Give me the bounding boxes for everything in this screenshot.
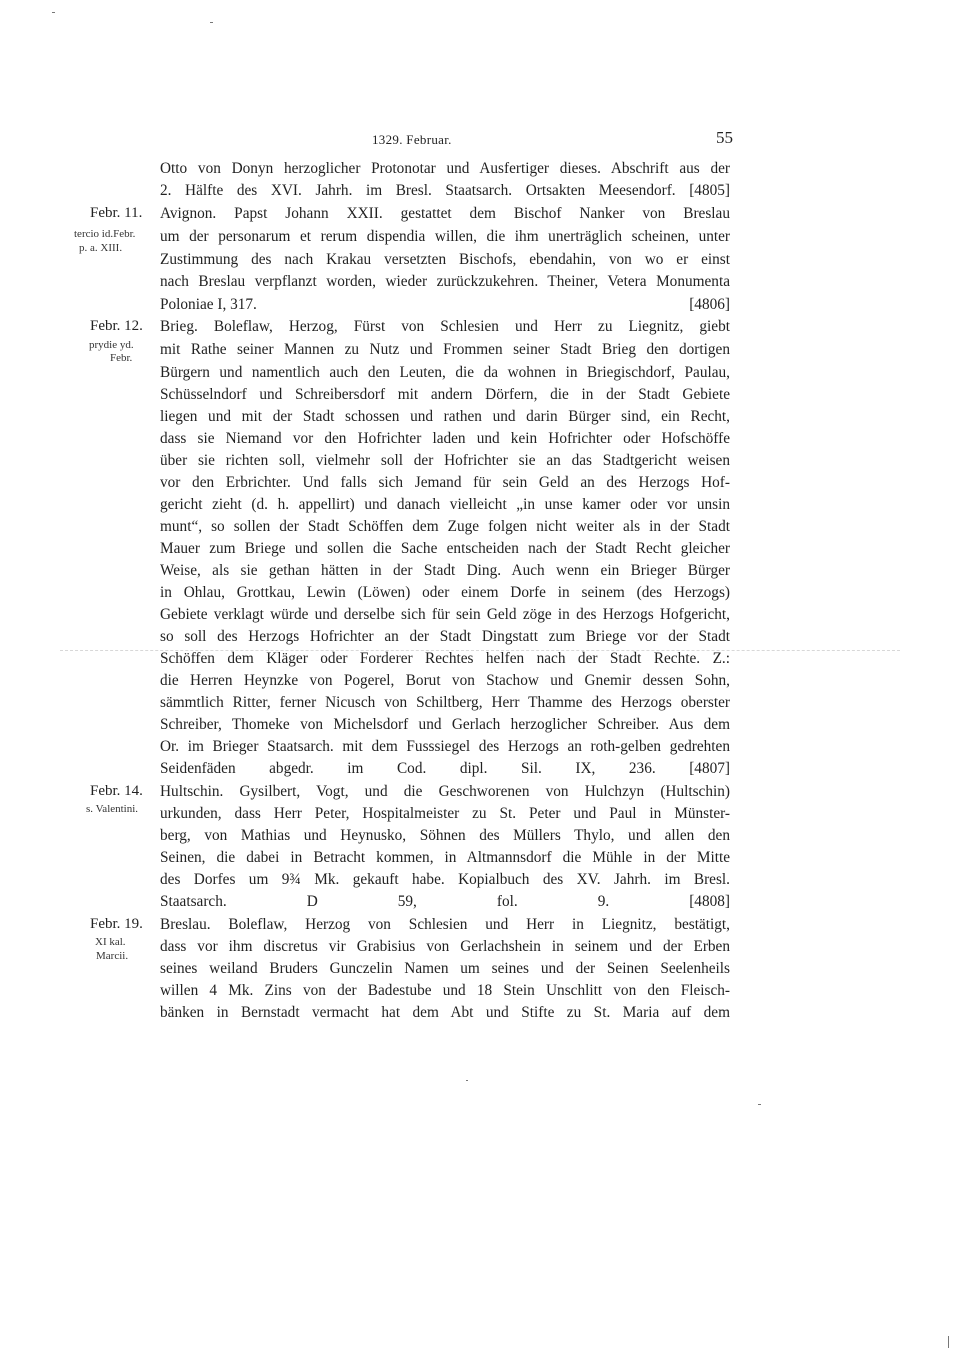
text-line: dass vor ihm discretus vir Grabisius von Gerlachshein in seinem und der Erben [160, 938, 730, 955]
text-line: Hultschin. Gysilbert, Vogt, und die Geschworenen von Hulchzyn (Hultschin) [160, 783, 730, 800]
entry-date: Febr. 14. [90, 783, 143, 799]
text-line: die Herren Heynzke von Pogerel, Borut von Stachow und Gnemir dessen Sohn, [160, 672, 730, 689]
entry-date: Febr. 11. [90, 205, 143, 221]
text-line: willen 4 Mk. Zins von der Badestube und 18 Stein Unschlitt von den Fleisch- [160, 982, 730, 999]
text-line: Otto von Donyn herzoglicher Protonotar und Ausfertiger dieses. Abschrift aus der [160, 160, 730, 177]
text-line: Schüsselndorf und Schreibersdorf mit andern Dörfern, die in der Stadt Gebiete [160, 386, 730, 403]
margin-note: prydie yd. [89, 339, 134, 351]
text-line: munt“, so sollen der Stadt Schöffen dem Zuge folgen nicht weiter als in der Stadt [160, 518, 730, 535]
entry-date: Febr. 19. [90, 916, 143, 932]
text-line: Seidenfäden abgedr. im Cod. dipl. Sil. IX, 236. [4807] [160, 760, 730, 777]
text-line: so soll des Herzogs Hofrichter an der Stadt Dingstatt zum Briege vor der Stadt [160, 628, 730, 645]
text-line: vor den Erbrichter. Und falls sich Jemand für sein Geld an des Herzogs Hof- [160, 474, 730, 491]
reference-number: [4806] [689, 296, 730, 313]
text-line: urkunden, dass Herr Peter, Hospitalmeister zu St. Peter und Paul in Münster- [160, 805, 730, 822]
running-header [0, 128, 960, 152]
text-line: mit Rathe seiner Mannen zu Nutz und Frommen seiner Stadt Brieg den dortigen [160, 341, 730, 358]
text-line: Poloniae I, 317. [160, 296, 257, 313]
text-line: des Dorfes um 9¾ Mk. gekauft habe. Kopialbuch des XV. Jahrh. im Bresl. [160, 871, 730, 888]
text-line: Staatsarch. D 59, fol. 9. [4808] [160, 893, 730, 910]
margin-note: tercio id.Febr. [74, 228, 136, 240]
text-line: liegen und mit der Stadt schossen und rathen und darin Bürger sind, ein Recht, [160, 408, 730, 425]
text-line: gericht zieht (d. h. appellirt) und danach vielleicht „in unse kamer oder vor unsin [160, 496, 730, 513]
text-line: Avignon. Papst Johann XXII. gestattet dem Bischof Nanker von Breslau [160, 205, 730, 222]
text-line: Zustimmung des nach Krakau versetzten Bischofs, ebendahin, von wo er einst [160, 251, 730, 268]
text-line: Seinen, die dabei in Betracht kommen, in Altmannsdorf die Mühle in der Mitte [160, 849, 730, 866]
text-line: Weise, als sie gethan hätten in der Stadt Ding. Auch wenn ein Brieger Bürger [160, 562, 730, 579]
scan-speck [52, 12, 55, 13]
page-number: 55 [716, 128, 733, 147]
text-line: dass sie Niemand vor den Hofrichter laden und kein Hofrichter oder Hofschöffe [160, 430, 730, 447]
text-line: seines weiland Bruders Gunczelin Namen um seines und der Seinen Seelenheils [160, 960, 730, 977]
margin-note: Marcii. [96, 950, 129, 962]
text-line: Bürgern und namentlich auch den Leuten, die da wohnen in Briegischdorf, Paulau, [160, 364, 730, 381]
text-line: in Ohlau, Grottkau, Lewin (Löwen) oder einem Dorfe in seinem (des Herzogs) [160, 584, 730, 601]
text-line: Brieg. Boleflaw, Herzog, Fürst von Schlesien und Herr zu Liegnitz, giebt [160, 318, 730, 335]
text-line: Mauer zum Briege und sollen die Sache entscheiden nach der Stadt Recht gleicher [160, 540, 730, 557]
text-line: bänken in Bernstadt vermacht hat dem Abt und Stifte zu St. Maria auf dem [160, 1004, 730, 1021]
scan-speck [210, 22, 213, 23]
margin-note: Febr. [110, 352, 133, 364]
text-line: berg, von Mathias und Heynusko, Söhnen des Müllers Thylo, und allen den [160, 827, 730, 844]
text-line: Breslau. Boleflaw, Herzog von Schlesien und Herr in Liegnitz, bestätigt, [160, 916, 730, 933]
running-title: 1329. Februar. [372, 132, 452, 147]
text-line: nach Breslau verpflanzt worden, wieder zurückzukehren. Theiner, Vetera Monumenta [160, 273, 730, 290]
text-line: um der personarum et rerum dispendia willen, die ihm unerträglich scheinen, unter [160, 228, 730, 245]
margin-note: p. a. XIII. [79, 242, 123, 254]
scan-speck [758, 1104, 761, 1105]
margin-note: XI kal. [95, 936, 126, 948]
text-line: Schreiber, Thomeke von Michelsdorf und Gerlach herzoglicher Schreiber. Aus dem [160, 716, 730, 733]
scan-speck [466, 1080, 468, 1081]
text-line: Or. im Brieger Staatsarch. mit dem Fusssiegel des Herzogs an roth-gelben gedrehten [160, 738, 730, 755]
entry-date: Febr. 12. [90, 318, 143, 334]
text-line: 2. Hälfte des XVI. Jahrh. im Bresl. Staatsarch. Ortsakten Meesendorf. [4805] [160, 182, 730, 199]
text-line: über sie richten soll, vielmehr soll der Hofrichter sie an das Stadtgericht weisen [160, 452, 730, 469]
margin-note: s. Valentini. [86, 803, 139, 815]
scan-speck [948, 1336, 949, 1348]
text-line: Schöffen dem Kläger oder Forderer Rechtes helfen nach der Stadt Rechte. Z.: [160, 650, 730, 667]
text-line: sämmtlich Ritter, ferner Nicusch von Schiltberg, Herr Thamme des Herzogs oberster [160, 694, 730, 711]
text-line: Gebiete verklagt würde und derselbe sich für sein Geld zöge in des Herzogs Hofgericht, [160, 606, 730, 623]
